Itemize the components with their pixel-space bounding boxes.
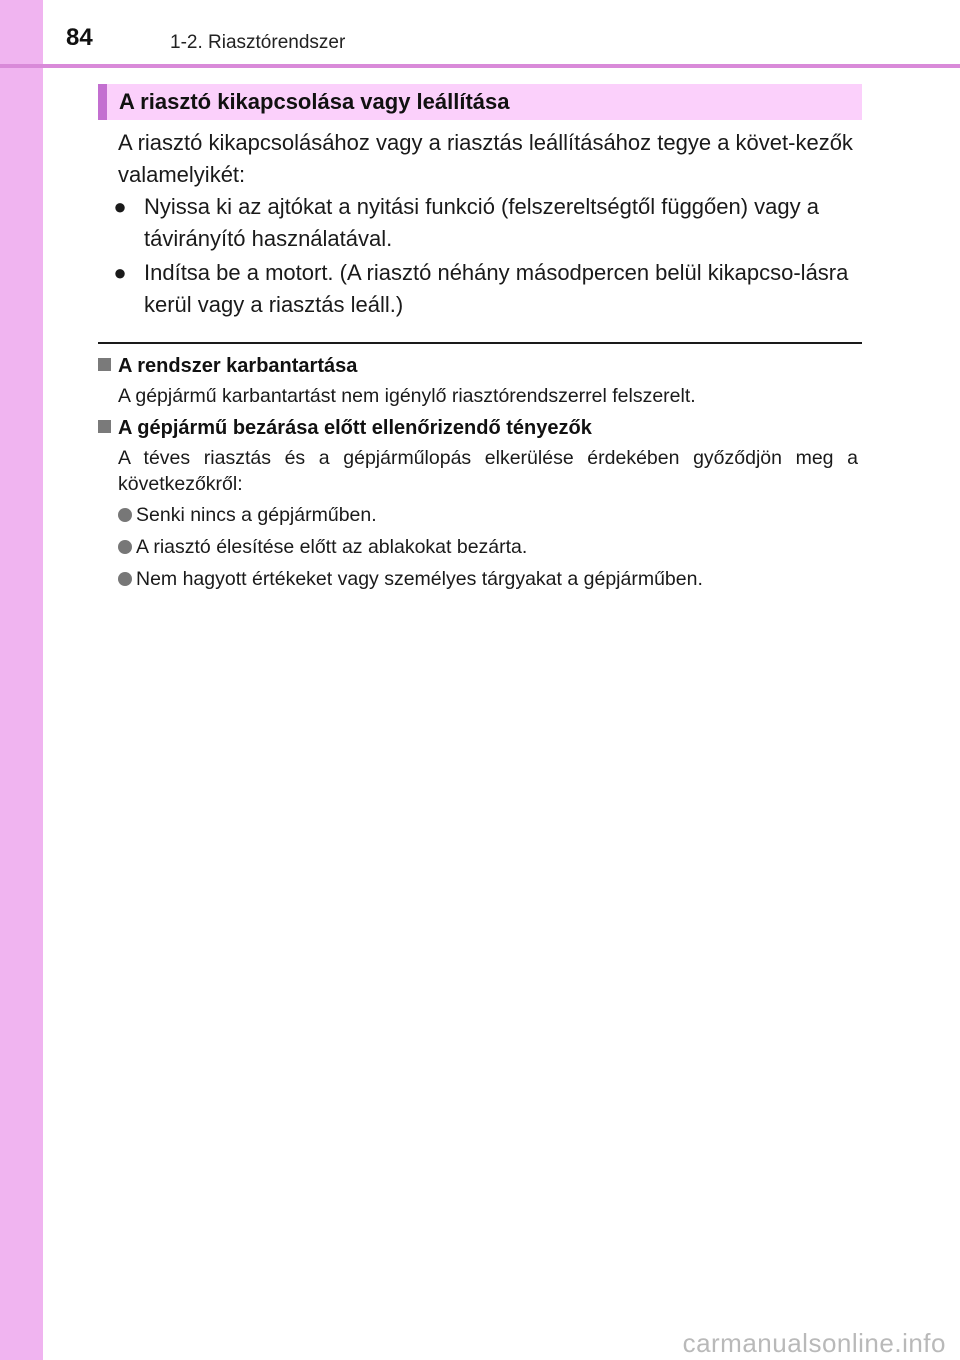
- list-item-text: A riasztó élesítése előtt az ablakokat bezárta.: [136, 536, 528, 558]
- section-divider: [98, 342, 862, 344]
- side-tab: [0, 0, 43, 1360]
- list-item: [118, 566, 858, 592]
- section-title: A riasztó kikapcsolása vagy leállítása: [119, 89, 510, 114]
- bullet-dot-icon: ●: [113, 194, 127, 219]
- bullet-dot-icon: [118, 572, 132, 586]
- note-heading: [98, 415, 862, 441]
- bullet-item: [100, 191, 860, 255]
- note-text: A gépjármű karbantartást nem igénylő riasztórendszerrel felszerelt.: [118, 385, 696, 407]
- bullet-item: [100, 257, 860, 321]
- note-heading-text: A gépjármű bezárása előtt ellenőrizendő tényezők: [118, 417, 592, 439]
- header-rule: [0, 64, 960, 68]
- bullet-dot-icon: [118, 508, 132, 522]
- list-item-text: Nem hagyott értékeket vagy személyes tárgyakat a gépjárműben.: [136, 568, 703, 590]
- bullet-dot-icon: [118, 540, 132, 554]
- note-heading-text: A rendszer karbantartása: [118, 355, 358, 377]
- section-intro: A riasztó kikapcsolásához vagy a riasztás leállításához tegye a követ-kezők valamelyikét:: [118, 130, 853, 187]
- square-bullet-icon: [98, 358, 111, 371]
- section-title-bar: [98, 84, 862, 120]
- list-item: [118, 534, 858, 560]
- watermark: carmanualsonline.info: [682, 1328, 946, 1358]
- note-text: A téves riasztás és a gépjárműlopás elkerülése érdekében győződjön meg a következőkről:: [118, 447, 858, 495]
- bullet-dot-icon: ●: [113, 260, 127, 285]
- note-heading: [98, 353, 862, 379]
- bullet-text: Indítsa be a motort. (A riasztó néhány másodpercen belül kikapcso-lásra kerül vagy a riasztás leáll.): [144, 260, 849, 317]
- list-item: [118, 502, 858, 528]
- square-bullet-icon: [98, 420, 111, 433]
- chapter-title: 1-2. Riasztórendszer: [170, 32, 346, 53]
- page-number: 84: [66, 24, 93, 51]
- list-item-text: Senki nincs a gépjárműben.: [136, 504, 377, 526]
- bullet-text: Nyissa ki az ajtókat a nyitási funkció (felszereltségtől függően) vagy a távirányító használatával.: [144, 194, 819, 251]
